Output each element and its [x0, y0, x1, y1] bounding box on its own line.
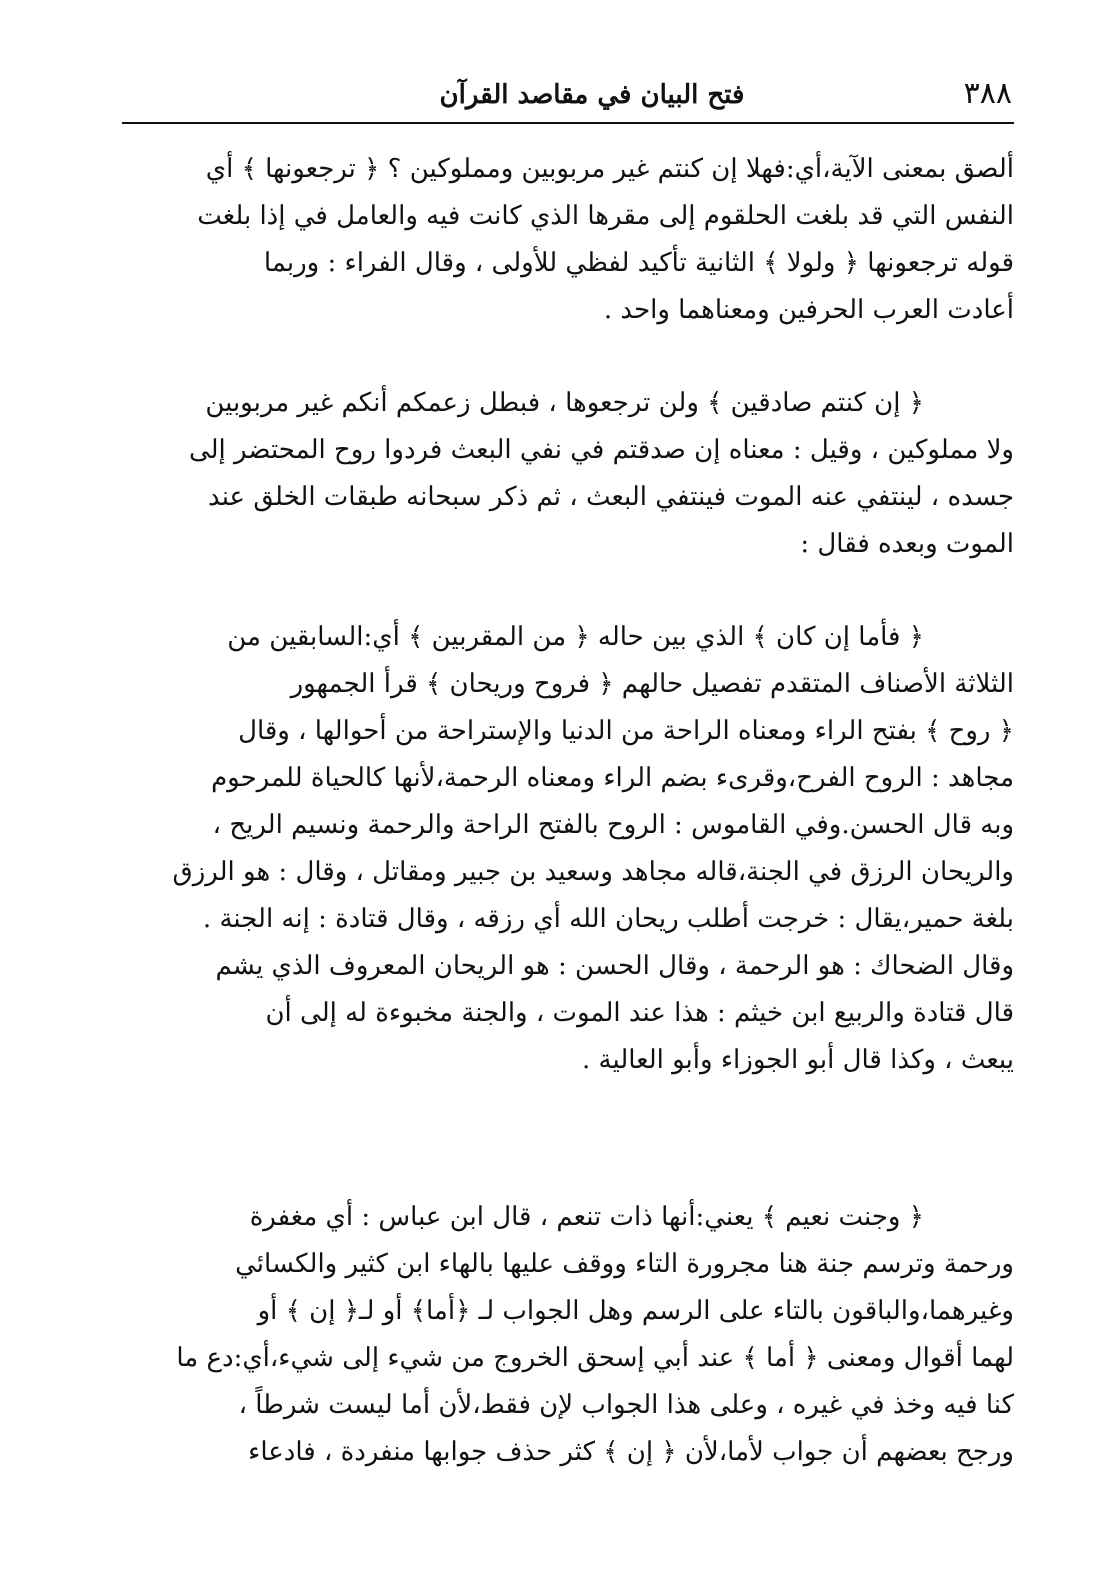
text-line: ولا مملوكين ، وقيل : معناه إن صدقتم في نفي البعث فردوا روح المحتضر إلى [188, 435, 1014, 465]
text-line: ﴿ روح ﴾ بفتح الراء ومعناه الراحة من الدنيا والإستراحة من أحوالها ، وقال [238, 716, 1014, 746]
text-line: ﴿ وجنت نعيم ﴾ يعني:أنها ذات تنعم ، قال ابن عباس : أي مغفرة [249, 1202, 924, 1232]
text-line: قوله ترجعونها ﴿ ولولا ﴾ الثانية تأكيد لفظي للأولى ، وقال الفراء : وربما [263, 248, 1014, 278]
text-line: ألصق بمعنى الآية،أي:فهلا إن كنتم غير مربوبين ومملوكين ؟ ﴿ ترجعونها ﴾ أي [205, 154, 1014, 184]
text-line: بلغة حمير،يقال : خرجت أطلب ريحان الله أي رزقه ، وقال قتادة : إنه الجنة . [202, 904, 1014, 934]
text-line: لهما أقوال ومعنى ﴿ أما ﴾ عند أبي إسحق الخروج من شيء إلى شيء،أي:دع ما [176, 1343, 1014, 1373]
text-line: مجاهد : الروح الفرح،وقرىء بضم الراء ومعناه الرحمة،لأنها كالحياة للمرحوم [211, 763, 1014, 793]
text-line: ﴿ فأما إن كان ﴾ الذي بين حاله ﴿ من المقربين ﴾ أي:السابقين من [227, 622, 924, 652]
text-line: جسده ، لينتفي عنه الموت فينتفي البعث ، ثم ذكر سبحانه طبقات الخلق عند [208, 482, 1014, 512]
text-line: أعادت العرب الحرفين ومعناهما واحد . [603, 295, 1014, 325]
paragraph-4 [122, 1194, 1014, 1476]
text-line: الثلاثة الأصناف المتقدم تفصيل حالهم ﴿ فروح وريحان ﴾ قرأ الجمهور [290, 669, 1014, 699]
paragraph-1 [122, 146, 1014, 334]
text-line: ورجح بعضهم أن جواب لأما،لأن ﴿ إن ﴾ كثر حذف جوابها منفردة ، فادعاء [248, 1437, 1014, 1467]
page-header [122, 72, 1012, 120]
running-title: فتح البيان في مقاصد القرآن [439, 80, 745, 110]
text-line: ﴿ إن كنتم صادقين ﴾ ولن ترجعوها ، فبطل زعمكم أنكم غير مربوبين [205, 388, 924, 418]
text-line: ورحمة وترسم جنة هنا مجرورة التاء ووقف عليها بالهاء ابن كثير والكسائي [235, 1249, 1014, 1279]
text-line: وغيرهما،والباقون بالتاء على الرسم وهل الجواب لـ ﴿أما﴾ أو لـ﴿ إن ﴾ أو [257, 1296, 1014, 1326]
text-line: وقال الضحاك : هو الرحمة ، وقال الحسن : هو الريحان المعروف الذي يشم [215, 951, 1014, 981]
text-line: الموت وبعده فقال : [800, 529, 1014, 559]
text-line: والريحان الرزق في الجنة،قاله مجاهد وسعيد بن جبير ومقاتل ، وقال : هو الرزق [172, 857, 1014, 887]
paragraph-3 [122, 614, 1014, 1084]
text-line: كنا فيه وخذ في غيره ، وعلى هذا الجواب لإن فقط،لأن أما ليست شرطاً ، [238, 1390, 1014, 1420]
paragraph-2 [122, 380, 1014, 568]
page-number: ٣٨٨ [963, 76, 1012, 111]
text-line: قال قتادة والربيع ابن خيثم : هذا عند الموت ، والجنة مخبوءة له إلى أن [265, 998, 1014, 1028]
text-line: النفس التي قد بلغت الحلقوم إلى مقرها الذي كانت فيه والعامل في إذا بلغت [197, 201, 1014, 231]
text-line: يبعث ، وكذا قال أبو الجوزاء وأبو العالية . [582, 1045, 1014, 1075]
header-rule [122, 122, 1014, 124]
text-line: وبه قال الحسن.وفي القاموس : الروح بالفتح الراحة والرحمة ونسيم الريح ، [212, 810, 1014, 840]
